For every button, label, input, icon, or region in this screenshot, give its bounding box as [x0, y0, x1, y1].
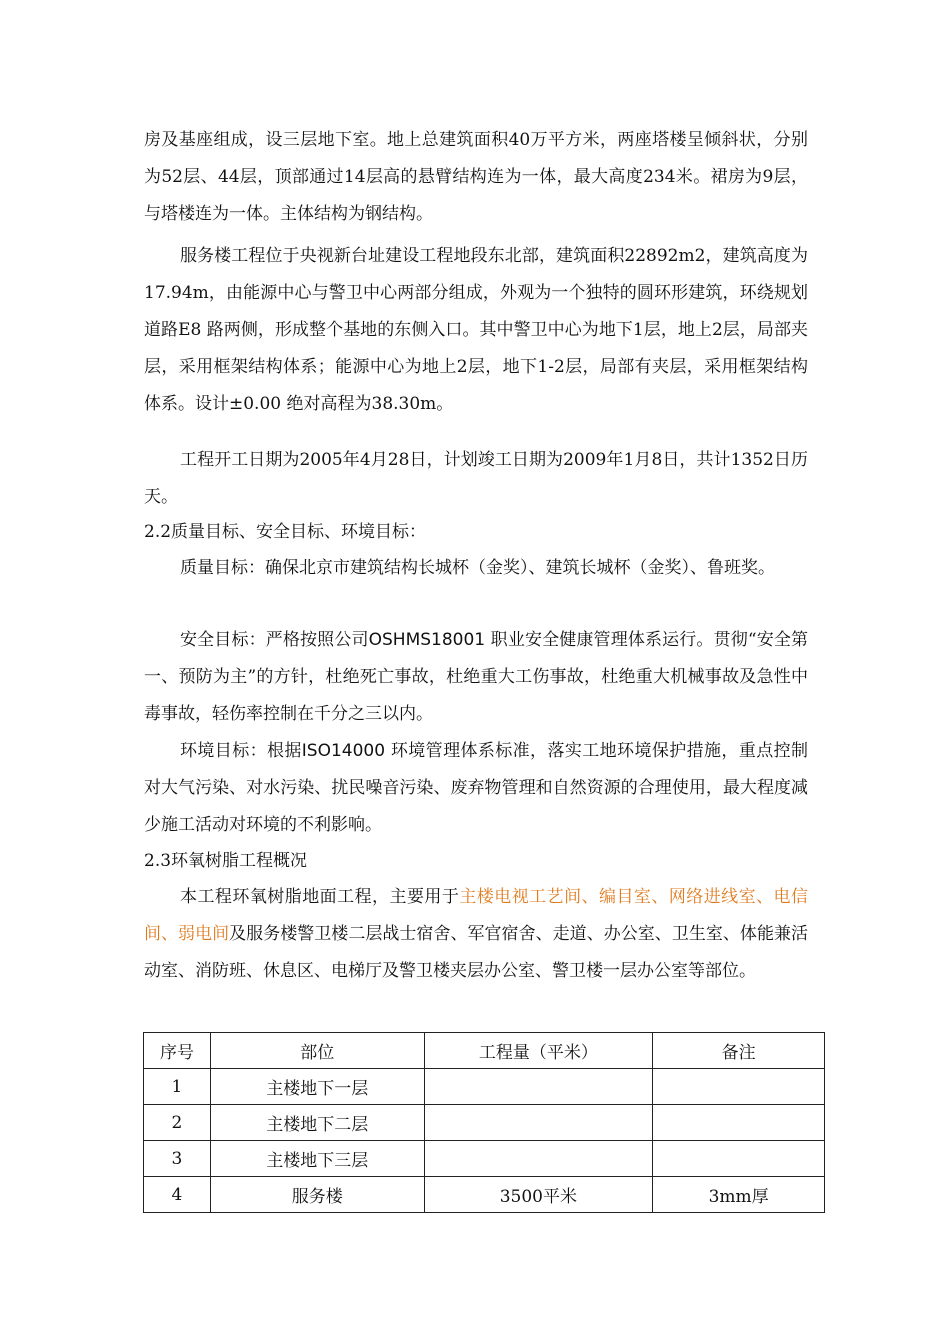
cell-location: 主楼地下三层: [210, 1141, 424, 1177]
table-row: [144, 1105, 825, 1141]
env-standard-code: ISO14000: [301, 741, 386, 761]
env-text-b: 环境管理体系标准，落实工地环境保护措施，重点控制对大气污染、对水污染、扰民噪音污染、废弃物管理和自然资源的合理使用，最大程度减少施工活动对环境的不利影响。: [144, 741, 809, 835]
paragraph-service-building: 服务楼工程位于央视新台址建设工程地段东北部，建筑面积22892m2，建筑高度为17.94m，由能源中心与警卫中心两部分组成，外观为一个独特的圆环形建筑，环绕规划道路E8 路两侧，形成整个基地的东侧入口。其中警卫中心为地下1层，地上2层，局部夹层，采用框架结构体系；能源中心为地上2层，地下1-2层，局部有夹层，采用框架结构体系。设计±0.00 绝对高程为38.30m。: [144, 246, 808, 414]
cell-index: 4: [144, 1177, 211, 1213]
section-heading-2-2: 2.2质量目标、安全目标、环境目标：: [144, 522, 427, 542]
paragraph-safety-target: [144, 622, 808, 733]
table-row: [144, 1069, 825, 1105]
cell-quantity: 3500平米: [424, 1177, 653, 1213]
paragraph-quality-target: 质量目标：确保北京市建筑结构长城杯（金奖）、建筑长城杯（金奖）、鲁班奖。: [180, 558, 775, 578]
table-row: [144, 1177, 825, 1213]
cell-remark: [653, 1105, 825, 1141]
quantity-table: [143, 1032, 825, 1213]
cell-index: 3: [144, 1141, 211, 1177]
safety-standard-code: OSHMS18001: [368, 630, 486, 650]
cell-quantity: [424, 1069, 653, 1105]
table-row: [144, 1141, 825, 1177]
cell-index: 1: [144, 1069, 211, 1105]
epoxy-text-a: 本工程环氧树脂地面工程，主要用于: [180, 887, 460, 907]
cell-quantity: [424, 1141, 653, 1177]
header-quantity: 工程量（平米）: [424, 1033, 653, 1069]
header-location: 部位: [210, 1033, 424, 1069]
safety-text-a: 安全目标：严格按照公司: [180, 630, 369, 650]
env-text-a: 环境目标：根据: [180, 741, 302, 761]
header-remark: 备注: [653, 1033, 825, 1069]
cell-location: 主楼地下二层: [210, 1105, 424, 1141]
cell-quantity: [424, 1105, 653, 1141]
cell-index: 2: [144, 1105, 211, 1141]
paragraph-building-overview: 房及基座组成，设三层地下室。地上总建筑面积40万平方米，两座塔楼呈倾斜状，分别为52层、44层，顶部通过14层高的悬臂结构连为一体，最大高度234米。裙房为9层，与塔楼连为一体。主体结构为钢结构。: [144, 130, 808, 224]
paragraph-epoxy-overview: [144, 879, 808, 990]
section-heading-2-3: 2.3环氧树脂工程概况: [144, 851, 308, 871]
table-header-row: [144, 1033, 825, 1069]
paragraph-schedule: 工程开工日期为2005年4月28日，计划竣工日期为2009年1月8日，共计1352日历天。: [144, 450, 808, 507]
cell-remark: 3mm厚: [653, 1177, 825, 1213]
epoxy-highlight-areas: 主楼电视工艺间、编目室、网络进线室、电信间、弱电间: [144, 887, 809, 944]
header-index: 序号: [144, 1033, 211, 1069]
epoxy-text-b: 及服务楼警卫楼二层战士宿舍、军官宿舍、走道、办公室、卫生室、体能兼活动室、消防班、休息区、电梯厅及警卫楼夹层办公室、警卫楼一层办公室等部位。: [144, 924, 809, 981]
cell-remark: [653, 1141, 825, 1177]
cell-location: 服务楼: [210, 1177, 424, 1213]
cell-remark: [653, 1069, 825, 1105]
paragraph-environment-target: [144, 733, 808, 844]
cell-location: 主楼地下一层: [210, 1069, 424, 1105]
safety-text-b: 职业安全健康管理体系运行。贯彻“安全第一、预防为主”的方针，杜绝死亡事故，杜绝重大工伤事故，杜绝重大机械事故及急性中毒事故，轻伤率控制在千分之三以内。: [144, 630, 808, 724]
